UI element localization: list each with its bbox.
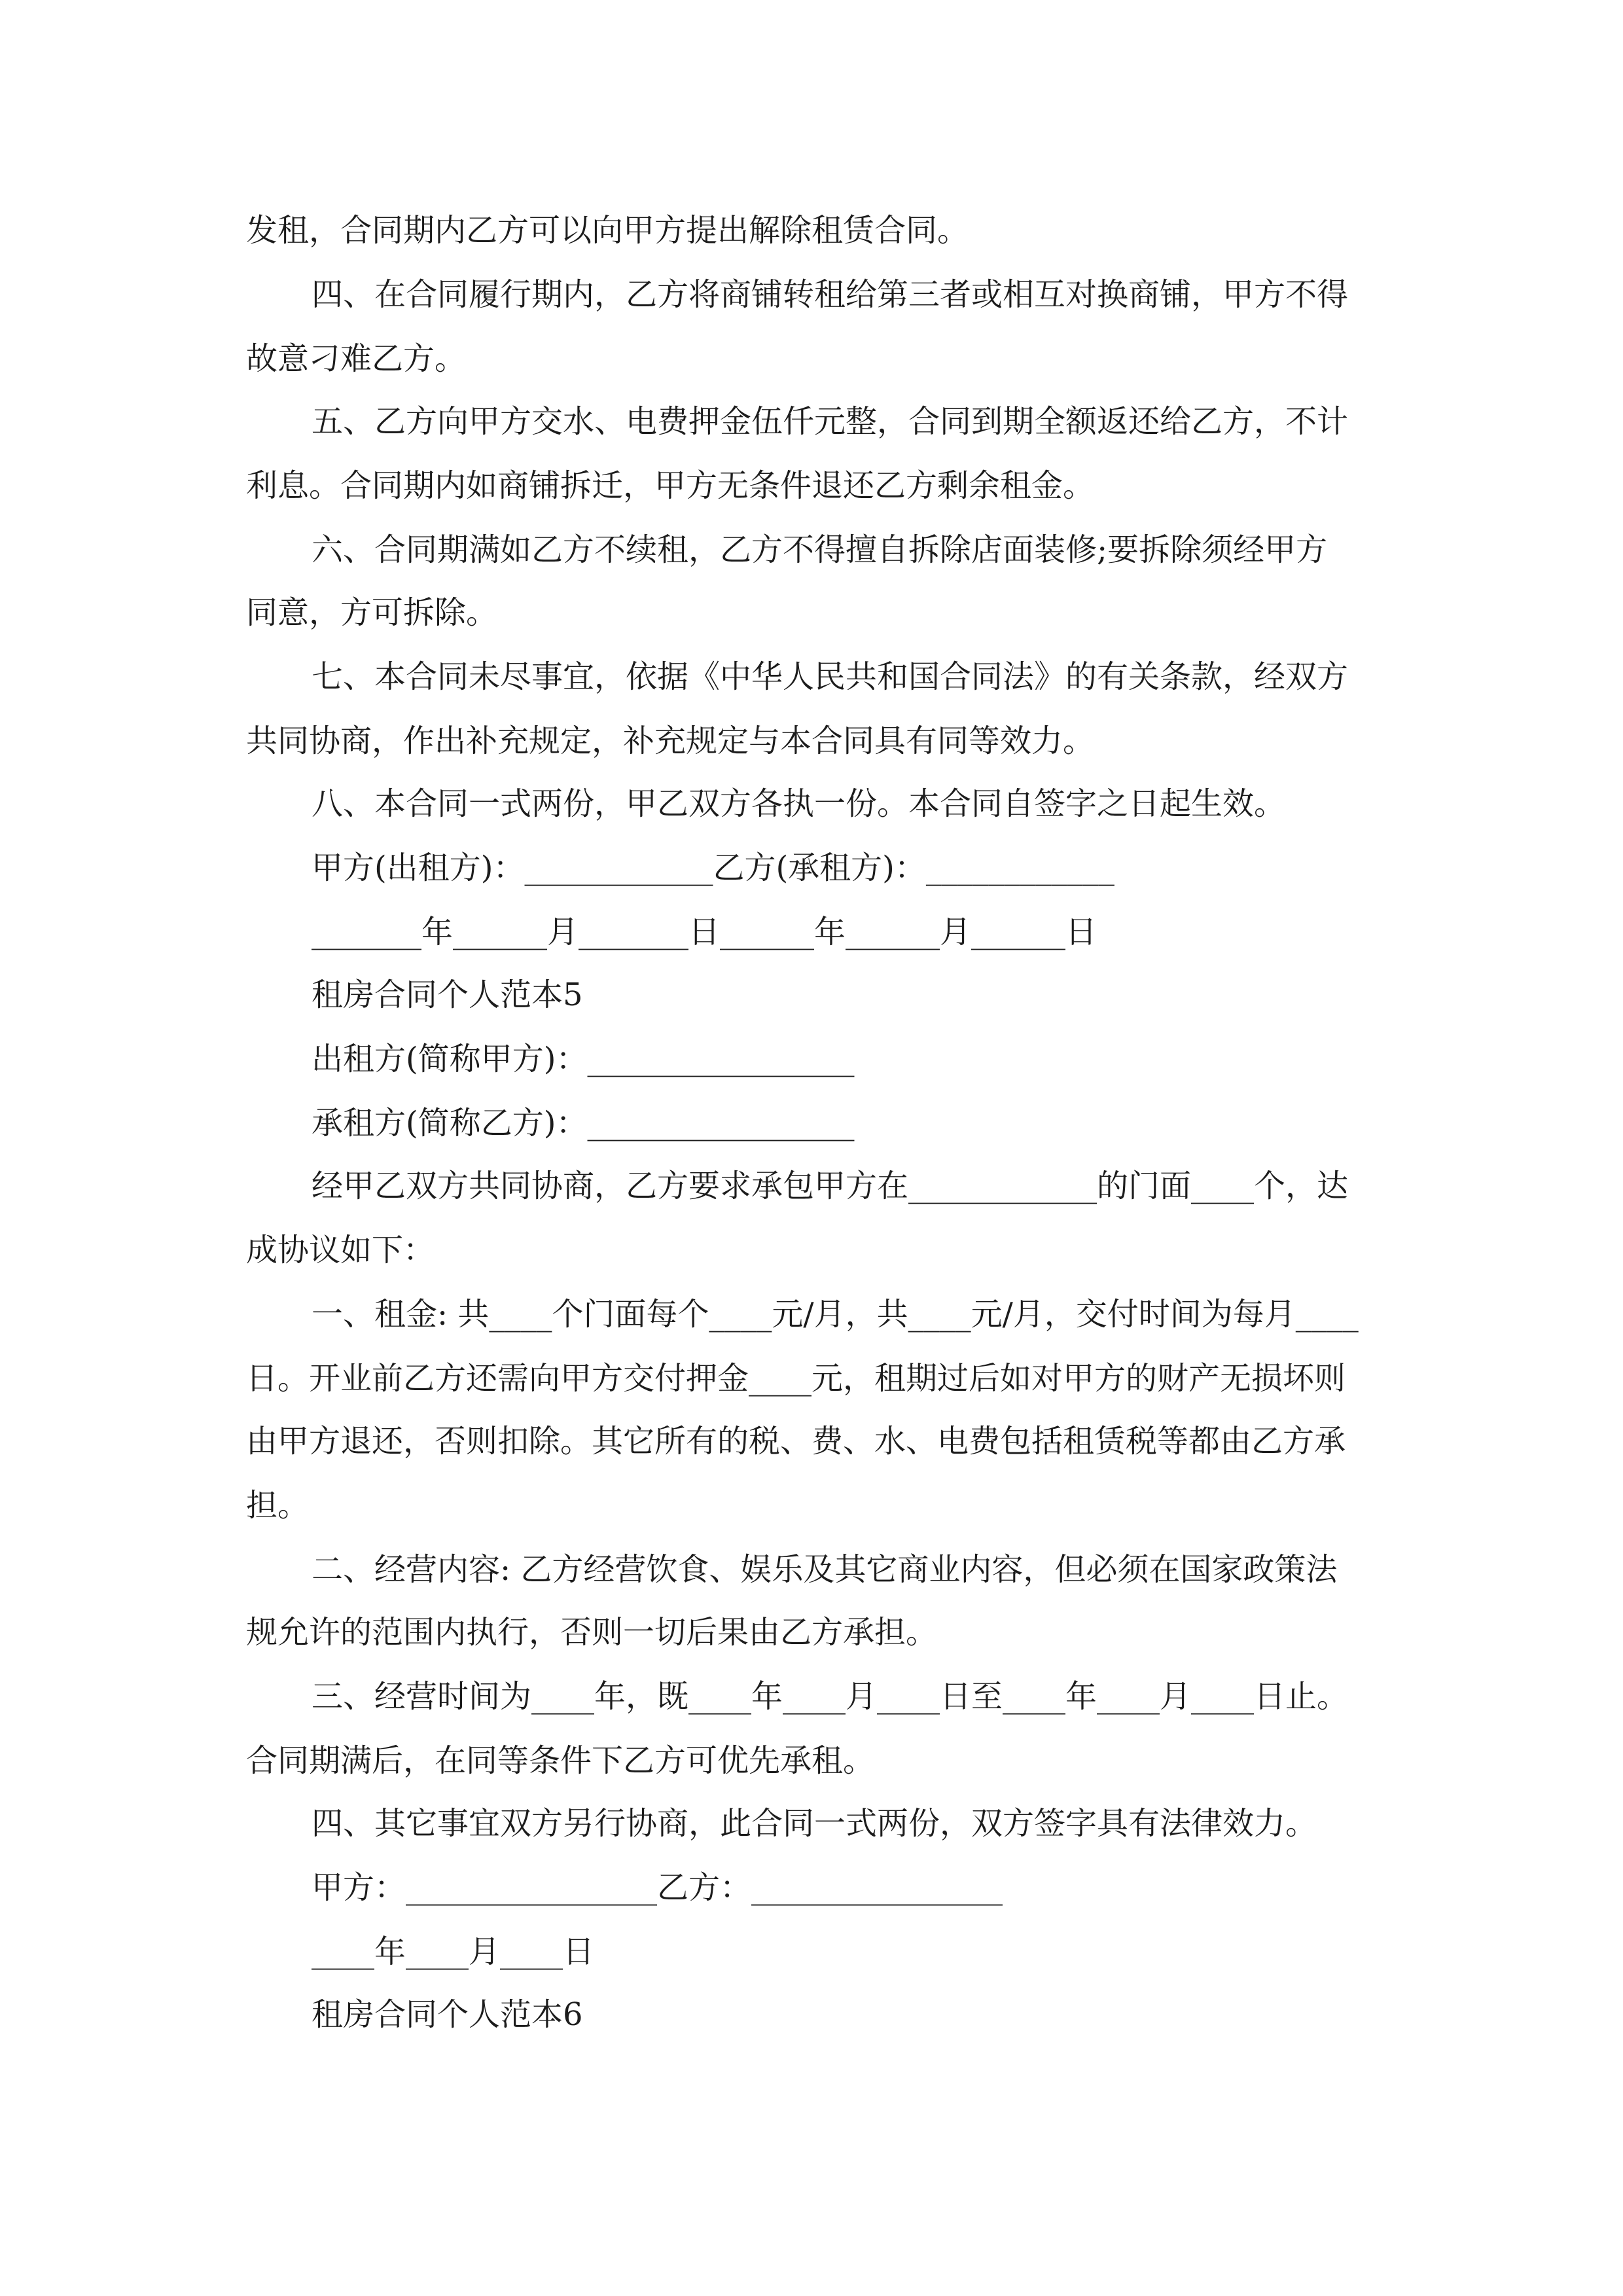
paragraph-line: 发租，合同期内乙方可以向甲方提出解除租赁合同。 bbox=[246, 212, 969, 249]
section-title-6: 租房合同个人范本6 bbox=[312, 1996, 583, 2033]
section-title-5: 租房合同个人范本5 bbox=[312, 977, 583, 1013]
clause-six: 六、合同期满如乙方不续租，乙方不得擅自拆除店面装修;要拆除须经甲方 bbox=[312, 531, 1328, 568]
paragraph-line: 规允许的范围内执行，否则一切后果由乙方承担。 bbox=[246, 1614, 938, 1651]
lessee-line: 承租方(简称乙方)：_________________ bbox=[312, 1105, 855, 1141]
clause-three-term: 三、经营时间为____年，既____年____月____日至____年____月____日止。 bbox=[312, 1678, 1349, 1715]
paragraph-line: 故意刁难乙方。 bbox=[246, 340, 467, 377]
clause-two-business: 二、经营内容: 乙方经营饮食、娱乐及其它商业内容，但必须在国家政策法 bbox=[312, 1551, 1338, 1588]
clause-eight: 八、本合同一式两份，甲乙双方各执一份。本合同自签字之日起生效。 bbox=[312, 785, 1286, 822]
date-line: _______年______月_______日______年______月______日 bbox=[312, 914, 1097, 950]
paragraph-line: 利息。合同期内如商铺拆迁，甲方无条件退还乙方剩余租金。 bbox=[246, 467, 1095, 504]
paragraph-line: 成协议如下： bbox=[246, 1232, 435, 1268]
lessor-line: 出租方(简称甲方)：_________________ bbox=[312, 1041, 855, 1077]
paragraph-line: 共同协商，作出补充规定，补充规定与本合同具有同等效力。 bbox=[246, 723, 1095, 759]
date-line-2: ____年____月____日 bbox=[312, 1933, 595, 1970]
clause-four: 四、在合同履行期内，乙方将商铺转租给第三者或相互对换商铺，甲方不得 bbox=[312, 276, 1349, 313]
paragraph-line: 由甲方退还，否则扣除。其它所有的税、费、水、电费包括租赁税等都由乙方承 bbox=[246, 1423, 1346, 1460]
clause-seven: 七、本合同未尽事宜，依据《中华人民共和国合同法》的有关条款，经双方 bbox=[312, 658, 1349, 695]
signature-line-parties: 甲方(出租方)：____________乙方(承租方)：____________ bbox=[312, 850, 1115, 886]
clause-one-rent: 一、租金: 共____个门面每个____元/月，共____元/月，交付时间为每月____ bbox=[312, 1296, 1359, 1333]
clause-four-other: 四、其它事宜双方另行协商，此合同一式两份，双方签字具有法律效力。 bbox=[312, 1805, 1317, 1842]
paragraph-line: 合同期满后，在同等条件下乙方可优先承租。 bbox=[246, 1742, 875, 1779]
paragraph-line: 日。开业前乙方还需向甲方交付押金____元，租期过后如对甲方的财产无损坏则 bbox=[246, 1360, 1346, 1397]
clause-five: 五、乙方向甲方交水、电费押金伍仟元整，合同到期全额返还给乙方，不计 bbox=[312, 403, 1349, 440]
intro-paragraph: 经甲乙双方共同协商，乙方要求承包甲方在____________的门面____个，达 bbox=[312, 1168, 1349, 1204]
paragraph-line: 担。 bbox=[246, 1487, 310, 1524]
paragraph-line: 同意，方可拆除。 bbox=[246, 594, 498, 631]
signature-line-parties-2: 甲方：________________乙方：________________ bbox=[312, 1869, 1003, 1906]
